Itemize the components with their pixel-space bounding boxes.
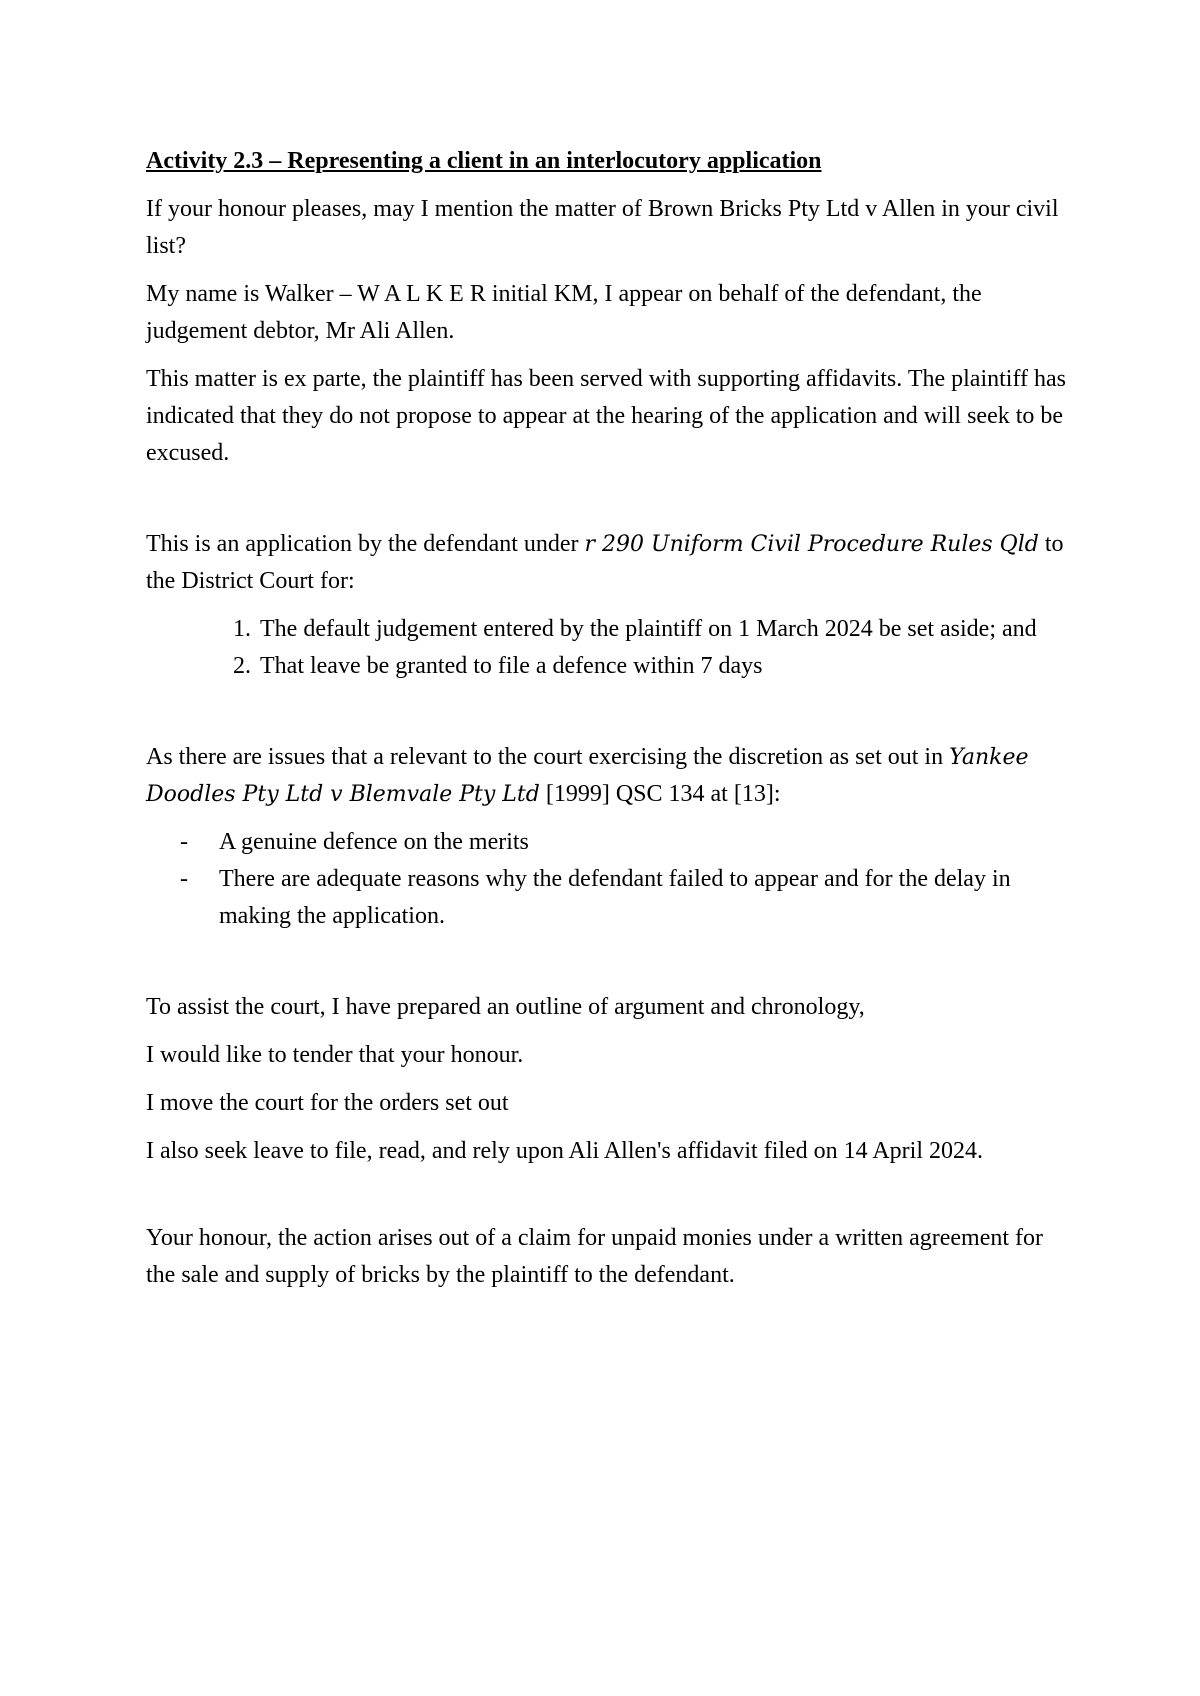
factor-text: There are adequate reasons why the defendant failed to appear and for the delay in making the application. xyxy=(219,866,1011,929)
issues-tail: [1999] QSC 134 at [13]: xyxy=(539,781,781,807)
issues-lead: As there are issues that a relevant to the court exercising the discretion as set out in xyxy=(146,744,950,770)
case-citation: Yankee Doodles Pty Ltd v Blemvale Pty Ltd xyxy=(146,745,1029,807)
application-paragraph xyxy=(146,526,1066,600)
tender-paragraph: I would like to tender that your honour. xyxy=(146,1042,524,1068)
issues-paragraph xyxy=(146,739,1066,813)
application-lead: This is an application by the defendant under xyxy=(146,531,585,557)
rule-citation: r 290 Uniform Civil Procedure Rules Qld xyxy=(584,532,1039,557)
action-paragraph: Your honour, the action arises out of a claim for unpaid monies under a written agreement for the sale and supply of bricks by the plaintiff to the defendant. xyxy=(146,1225,1044,1288)
application-tail: to the District Court for: xyxy=(146,531,1064,594)
order-item: 1. The default judgement entered by the plaintiff on 1 March 2024 be set aside; and xyxy=(257,611,1066,648)
leave-paragraph: I also seek leave to file, read, and rely upon Ali Allen's affidavit filed on 14 April 2024. xyxy=(146,1138,984,1164)
assist-paragraph: To assist the court, I have prepared an outline of argument and chronology, xyxy=(146,994,865,1020)
move-paragraph: I move the court for the orders set out xyxy=(146,1090,509,1116)
factor-text: A genuine defence on the merits xyxy=(219,829,529,855)
appearance-paragraph: My name is Walker – W A L K E R initial KM, I appear on behalf of the defendant, the judgement debtor, Mr Ali Allen. xyxy=(146,281,982,344)
order-item: 2. That leave be granted to file a defence within 7 days xyxy=(257,648,1066,685)
bullet-dash: - xyxy=(180,829,188,855)
orders-list xyxy=(146,611,1066,685)
bullet-dash: - xyxy=(180,866,188,892)
factors-list xyxy=(146,824,1066,935)
document-body xyxy=(146,143,1066,1305)
activity-title: Activity 2.3 – Representing a client in an interlocutory application xyxy=(146,148,822,174)
factor-item xyxy=(180,861,1066,935)
ex-parte-paragraph: This matter is ex parte, the plaintiff has been served with supporting affidavits. The plaintiff has indicated that they do not propose to appear at the hearing of the application and will seek to be excused. xyxy=(146,366,1067,466)
factor-item xyxy=(180,824,1066,861)
mention-paragraph: If your honour pleases, may I mention the matter of Brown Bricks Pty Ltd v Allen in your civil list? xyxy=(146,196,1059,259)
